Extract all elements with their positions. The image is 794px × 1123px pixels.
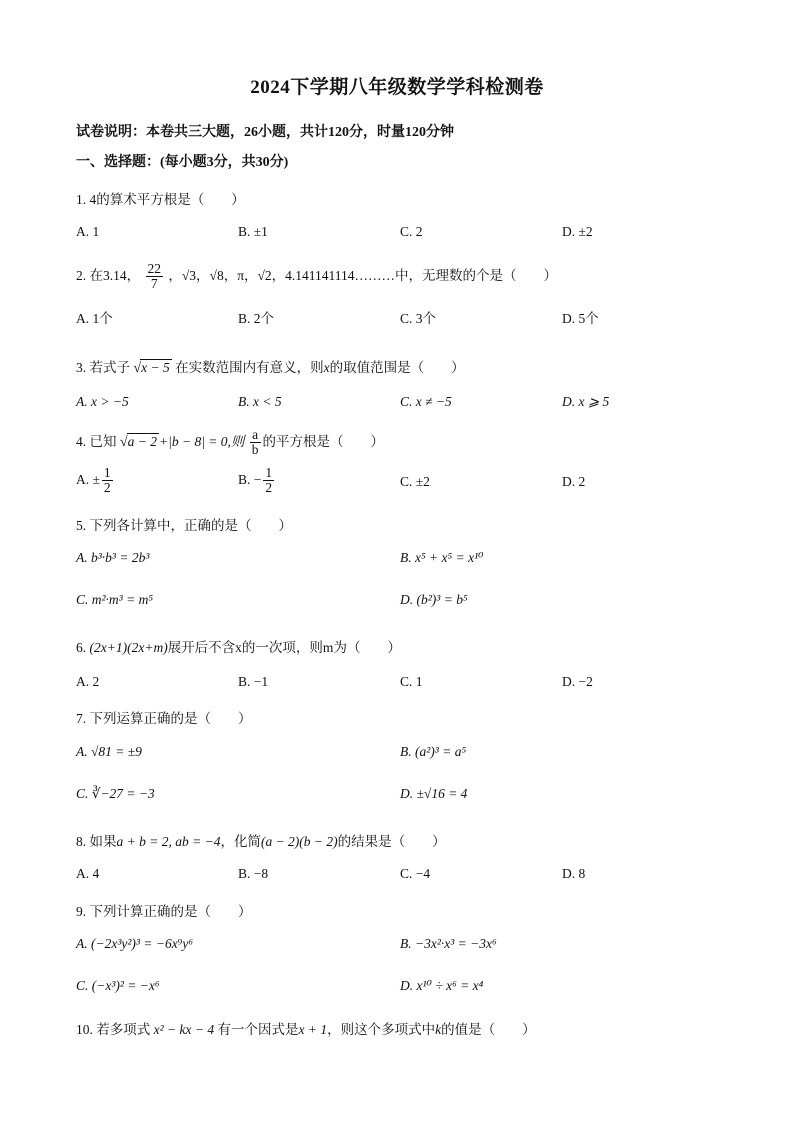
- q3-option-a[interactable]: A. x > −5: [76, 394, 129, 409]
- q5-option-a[interactable]: A. b³·b³ = 2b³: [76, 550, 150, 565]
- q4-option-d[interactable]: D. 2: [562, 474, 586, 489]
- question-2: 2. 在3.14， $\frac{22}{7}$ ，√3，√8，π，√2，4.141141114………中，无理数的个是（ ）: [76, 261, 558, 292]
- q2-option-c[interactable]: C. 3个: [400, 311, 437, 326]
- q8-option-b[interactable]: B. −8: [238, 866, 269, 881]
- q2-option-b[interactable]: B. 2个: [238, 311, 275, 326]
- question-10: 10. 若多项式 x² − kx − 4 有一个因式是x + 1，则这个多项式中k的值是（ ）: [76, 1022, 536, 1037]
- q2-option-a[interactable]: A. 1个: [76, 311, 113, 326]
- question-7: 7. 下列运算正确的是（ ）: [76, 711, 252, 726]
- q6-option-c[interactable]: C. 1: [400, 674, 423, 689]
- q5-option-b[interactable]: B. x⁵ + x⁵ = x¹⁰: [400, 550, 484, 565]
- q1-option-c[interactable]: C. 2: [400, 224, 423, 239]
- q1-option-d[interactable]: D. ±2: [562, 224, 593, 239]
- q9-option-d[interactable]: D. x¹⁰ ÷ x⁶ = x⁴: [400, 978, 484, 993]
- q7-option-a[interactable]: A. √81 = ±9: [76, 744, 142, 759]
- q1-option-b[interactable]: B. ±1: [238, 224, 268, 239]
- q5-option-c[interactable]: C. m²·m³ = m⁵: [76, 592, 154, 607]
- question-8: 8. 如果a + b = 2, ab = −4，化简(a − 2)(b − 2)的结果是（ ）: [76, 834, 446, 849]
- page-title: 2024下学期八年级数学学科检测卷: [250, 77, 544, 98]
- question-5: 5. 下列各计算中，正确的是（ ）: [76, 518, 292, 533]
- question-4: 4. 已知 √a − 2 +|b − 8| = 0,则 $\frac{a}{b}$ 的平方根是（ ）: [76, 427, 385, 458]
- question-3: 3. 若式子 √x − 5 在实数范围内有意义，则x的取值范围是（ ）: [76, 360, 465, 376]
- q1-option-a[interactable]: A. 1: [76, 224, 100, 239]
- q6-option-b[interactable]: B. −1: [238, 674, 269, 689]
- q4-option-b[interactable]: B. − $\frac{1}{2}$: [238, 465, 273, 496]
- section-heading: 一、选择题：(每小题3分，共30分): [76, 155, 289, 170]
- q3-option-c[interactable]: C. x ≠ −5: [400, 394, 452, 409]
- q6-option-a[interactable]: A. 2: [76, 674, 100, 689]
- q5-option-d[interactable]: D. (b²)³ = b⁵: [400, 592, 468, 607]
- q3-option-b[interactable]: B. x < 5: [238, 394, 282, 409]
- q9-option-a[interactable]: A. (−2x³y²)³ = −6x⁹y⁶: [76, 936, 194, 951]
- q9-option-b[interactable]: B. −3x²·x³ = −3x⁶: [400, 936, 497, 951]
- q8-option-c[interactable]: C. −4: [400, 866, 431, 881]
- q7-option-c[interactable]: C. ∛−27 = −3: [76, 786, 155, 801]
- q9-option-c[interactable]: C. (−x³)² = −x⁶: [76, 978, 160, 993]
- question-9: 9. 下列计算正确的是（ ）: [76, 904, 252, 919]
- q3-option-d[interactable]: D. x ⩾ 5: [562, 394, 610, 409]
- q4-option-a[interactable]: A. ± $\frac{1}{2}$: [76, 465, 111, 496]
- q8-option-d[interactable]: D. 8: [562, 866, 586, 881]
- question-1: 1. 4的算术平方根是（ ）: [76, 192, 245, 207]
- exam-instructions: 试卷说明：本卷共三大题，26小题，共计120分，时量120分钟: [76, 125, 454, 140]
- q7-option-d[interactable]: D. ±√16 = 4: [400, 786, 468, 801]
- q2-option-d[interactable]: D. 5个: [562, 311, 599, 326]
- q6-option-d[interactable]: D. −2: [562, 674, 593, 689]
- q8-option-a[interactable]: A. 4: [76, 866, 100, 881]
- q7-option-b[interactable]: B. (a²)³ = a⁵: [400, 744, 467, 759]
- question-6: 6. (2x+1)(2x+m)展开后不含x的一次项，则m为（ ）: [76, 640, 401, 655]
- q4-option-c[interactable]: C. ±2: [400, 474, 430, 489]
